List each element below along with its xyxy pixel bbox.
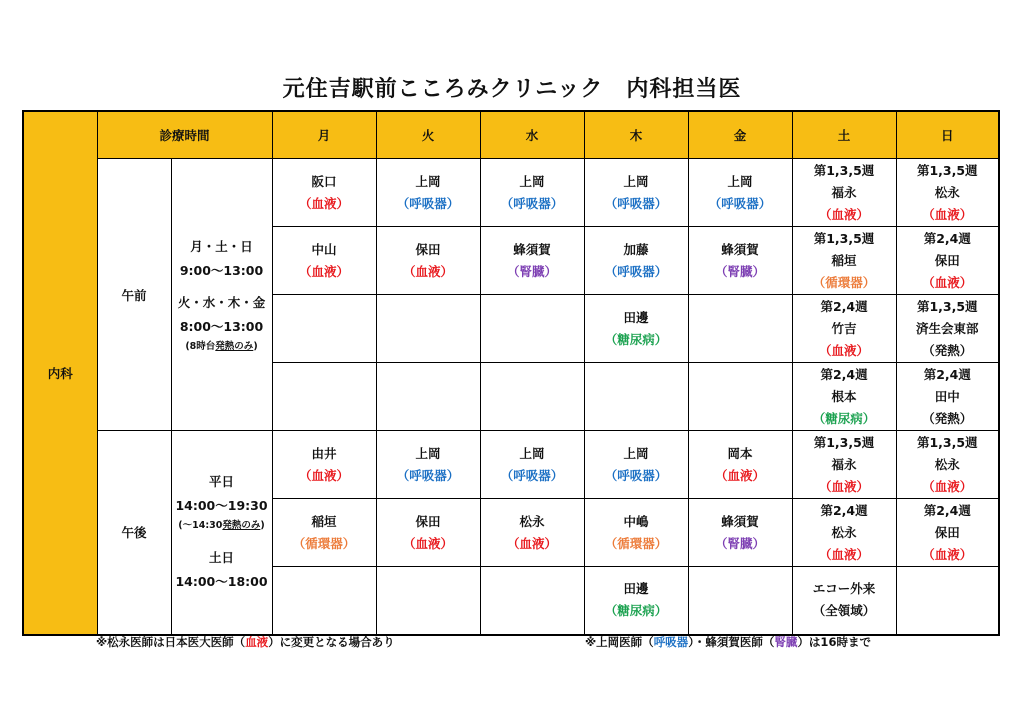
footnote-right-spec2: 腎臓 [774,635,798,649]
slot-m2-fri [688,227,792,295]
slot-a1-mon [272,431,376,499]
slot-a1-sat [792,431,896,499]
doctor-name: 保田 [934,524,960,540]
afternoon-hours-line4: 14:00～18:00 [175,574,268,590]
doctor-name: 根本 [831,388,857,404]
slot-a3-wed [480,567,584,635]
afternoon-row-1 [23,431,999,499]
specialty: （呼吸器） [500,467,564,483]
footnote-left-spec: 血液 [245,635,269,649]
specialty: （循環器） [604,535,668,551]
slot-a1-thu [584,431,688,499]
slot-m4-sun [896,363,999,431]
footnote-left [96,634,395,650]
week-label: 第2,4週 [820,502,868,518]
slot-a3-sun [896,567,999,635]
morning-hours-line3: 火・水・木・金 [177,294,266,310]
specialty: （血液） [922,206,973,222]
doctor-name: 岡本 [727,445,753,461]
doctor-name: 上岡 [415,445,441,461]
specialty: （呼吸器） [708,195,772,211]
footnote-right-pre: ※上岡医師（ [585,635,654,649]
slot-m3-sun [896,295,999,363]
doctor-name: 稲垣 [831,252,857,268]
slot-m4-sat [792,363,896,431]
specialty: （発熱） [922,342,973,358]
specialty: （糖尿病） [604,331,668,347]
week-label: 第1,3,5週 [813,434,875,450]
week-label: 第1,3,5週 [916,298,978,314]
morning-hours-line1: 月・土・日 [190,238,253,254]
doctor-name: 加藤 [623,241,649,257]
doctor-name: 松永 [934,456,960,472]
doctor-name: 上岡 [519,173,545,189]
doctor-name: 上岡 [519,445,545,461]
afternoon-note-pre: (～14:30 [178,520,223,532]
slot-a3-sat [792,567,896,635]
specialty: （循環器） [292,535,356,551]
time-header: 診療時間 [97,111,272,159]
doctor-name: 松永 [519,513,545,529]
specialty: （血液） [403,535,454,551]
slot-m3-thu [584,295,688,363]
slot-a1-wed [480,431,584,499]
week-label: 第2,4週 [923,366,971,382]
specialty: （糖尿病） [812,410,876,426]
doctor-name: 上岡 [415,173,441,189]
slot-m1-sat [792,159,896,227]
slot-a1-fri [688,431,792,499]
page-title: 元住吉駅前こころみクリニック 内科担当医 [282,77,742,102]
slot-a2-mon [272,499,376,567]
morning-hours-line4: 8:00～13:00 [179,318,264,334]
slot-a3-thu [584,567,688,635]
day-header-mon: 月 [272,111,376,159]
slot-m2-sat [792,227,896,295]
specialty: （血液） [819,478,870,494]
afternoon-hours-line1: 平日 [209,474,235,490]
slot-m4-mon [272,363,376,431]
doctor-name: 保田 [415,241,441,257]
slot-m1-sun [896,159,999,227]
slot-m1-mon [272,159,376,227]
slot-m2-sun [896,227,999,295]
slot-m4-thu [584,363,688,431]
slot-m2-wed [480,227,584,295]
day-header-fri: 金 [688,111,792,159]
specialty: （血液） [922,546,973,562]
slot-m3-sat [792,295,896,363]
slot-m3-fri [688,295,792,363]
doctor-name: 田邊 [623,309,649,325]
morning-note-ul: 発熱のみ [215,340,254,352]
week-label: 第2,4週 [820,366,868,382]
afternoon-hours-line3: 土日 [209,550,235,566]
specialty: （呼吸器） [500,195,564,211]
afternoon-label: 午後 [97,431,171,635]
doctor-name: 中嶋 [623,513,649,529]
doctor-name: 蜂須賀 [721,241,759,257]
specialty: （血液） [819,206,870,222]
slot-m1-wed [480,159,584,227]
week-label: 第2,4週 [923,502,971,518]
slot-m1-thu [584,159,688,227]
specialty: （血液） [403,263,454,279]
slot-m4-wed [480,363,584,431]
slot-m3-mon [272,295,376,363]
doctor-name: 上岡 [623,173,649,189]
doctor-name: 上岡 [727,173,753,189]
footnote-right-post: ）は16時まで [797,635,871,649]
morning-hours [171,159,272,431]
specialty: （血液） [299,467,350,483]
slot-m2-tue [376,227,480,295]
afternoon-hours-note [172,518,272,534]
slot-m2-mon [272,227,376,295]
week-label: 第1,3,5週 [916,162,978,178]
doctor-name: 蜂須賀 [721,513,759,529]
footnote-right [585,634,871,650]
morning-hours-note [172,339,272,355]
slot-m1-tue [376,159,480,227]
slot-m4-tue [376,363,480,431]
specialty: （血液） [299,263,350,279]
footnote-left-post: ）に変更となる場合あり [268,635,395,649]
afternoon-note-post: ) [260,520,265,532]
specialty: （糖尿病） [604,603,668,619]
day-header-sat: 土 [792,111,896,159]
day-header-thu: 木 [584,111,688,159]
doctor-name: 済生会東部 [916,320,979,336]
week-label: 第2,4週 [820,298,868,314]
doctor-name: 保田 [415,513,441,529]
slot-a3-mon [272,567,376,635]
morning-hours-line2: 9:00～13:00 [179,262,264,278]
week-label: 第1,3,5週 [916,434,978,450]
specialty: （循環器） [812,274,876,290]
specialty: （呼吸器） [396,195,460,211]
specialty: （血液） [299,195,350,211]
day-header-tue: 火 [376,111,480,159]
slot-a2-thu [584,499,688,567]
slot-m2-thu [584,227,688,295]
slot-m1-fri [688,159,792,227]
doctor-name: 阪口 [311,173,337,189]
day-header-sun: 日 [896,111,999,159]
slot-a2-tue [376,499,480,567]
doctor-name: 田中 [934,388,960,404]
morning-note-post: ) [253,340,258,352]
schedule-table [22,110,1000,636]
doctor-name: 松永 [934,184,960,200]
header-row [23,111,999,159]
week-label: 第1,3,5週 [813,230,875,246]
week-label: 第1,3,5週 [813,162,875,178]
morning-note-pre: (8時台 [185,340,216,352]
afternoon-hours-line2: 14:00～19:30 [175,498,268,514]
department-label: 内科 [23,111,97,635]
day-header-wed: 水 [480,111,584,159]
doctor-name: 中山 [311,241,337,257]
slot-a3-fri [688,567,792,635]
slot-a2-sat [792,499,896,567]
slot-a2-wed [480,499,584,567]
slot-a3-tue [376,567,480,635]
specialty: （血液） [715,467,766,483]
specialty: （全領域） [812,603,876,619]
week-label: 第2,4週 [923,230,971,246]
doctor-name: 蜂須賀 [513,241,551,257]
doctor-name: エコー外来 [812,581,876,597]
afternoon-hours [171,431,272,635]
slot-a1-tue [376,431,480,499]
doctor-name: 竹吉 [831,320,857,336]
doctor-name: 稲垣 [311,513,337,529]
footnote-right-spec1: 呼吸器 [653,635,689,649]
specialty: （腎臓） [715,263,766,279]
morning-row-1 [23,159,999,227]
slot-m3-tue [376,295,480,363]
doctor-name: 保田 [934,252,960,268]
doctor-name: 由井 [311,445,337,461]
doctor-name: 松永 [831,524,857,540]
slot-m4-fri [688,363,792,431]
footnote-right-mid: ）・蜂須賀医師（ [688,635,775,649]
slot-m3-wed [480,295,584,363]
footnote-left-pre: ※松永医師は日本医大医師（ [96,635,246,649]
doctor-name: 上岡 [623,445,649,461]
specialty: （呼吸器） [604,263,668,279]
specialty: （血液） [819,546,870,562]
specialty: （血液） [922,274,973,290]
doctor-name: 福永 [831,184,857,200]
specialty: （腎臓） [715,535,766,551]
morning-label: 午前 [97,159,171,431]
specialty: （血液） [922,478,973,494]
slot-a2-sun [896,499,999,567]
specialty: （呼吸器） [396,467,460,483]
specialty: （発熱） [922,410,973,426]
slot-a1-sun [896,431,999,499]
doctor-name: 福永 [831,456,857,472]
specialty: （呼吸器） [604,467,668,483]
specialty: （血液） [819,342,870,358]
slot-a2-fri [688,499,792,567]
specialty: （腎臓） [507,263,558,279]
specialty: （血液） [507,535,558,551]
afternoon-note-ul: 発熱のみ [222,520,261,532]
specialty: （呼吸器） [604,195,668,211]
doctor-name: 田邊 [623,581,649,597]
